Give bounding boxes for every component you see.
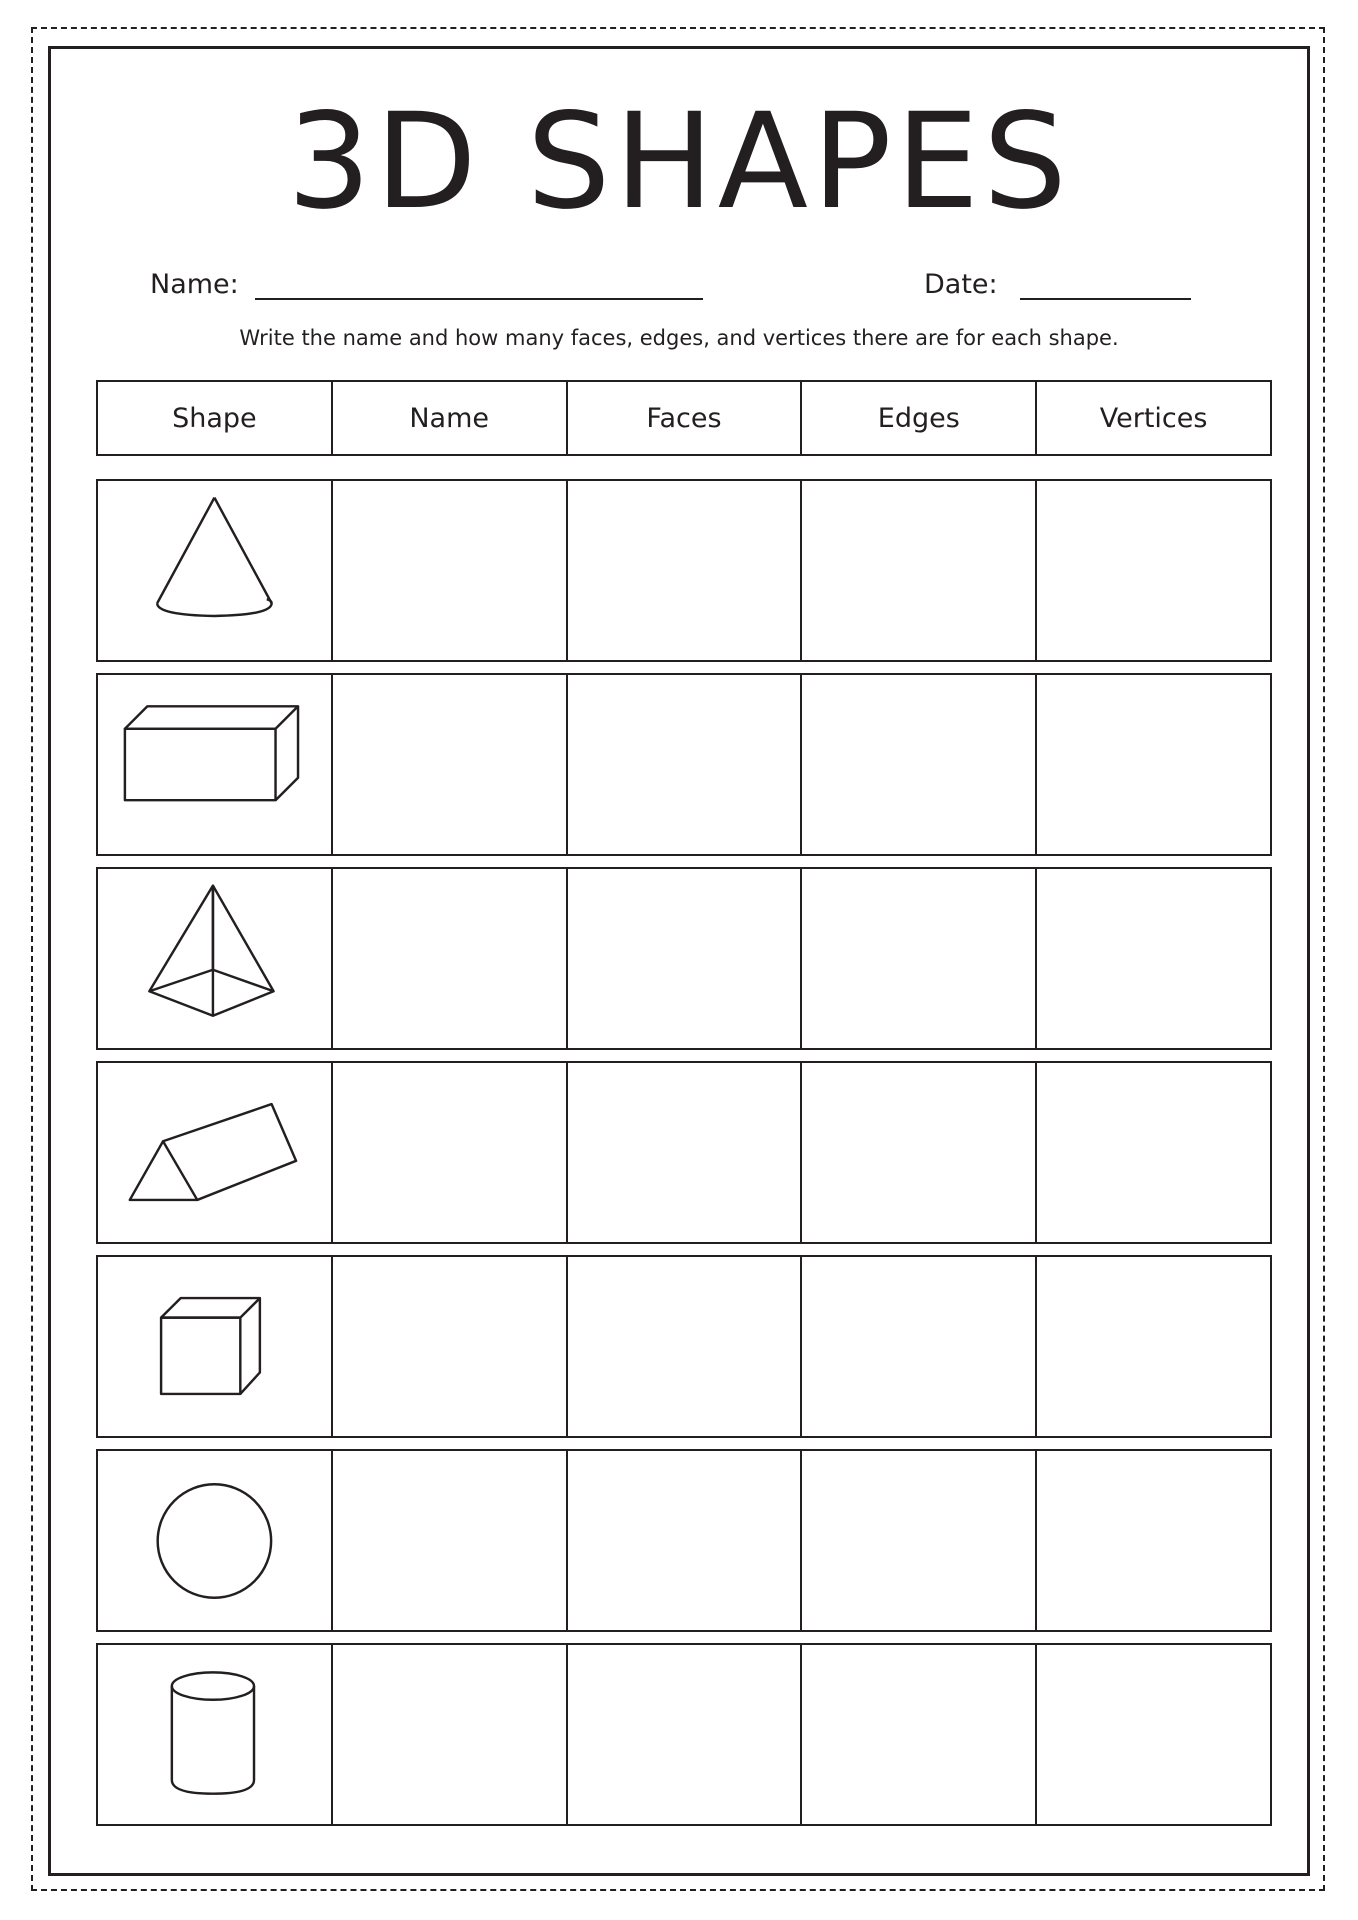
name-answer-cell[interactable] (333, 1257, 568, 1436)
shape-cell (98, 675, 333, 854)
header-vertices: Vertices (1099, 402, 1208, 434)
square-pyramid-icon (98, 869, 331, 1048)
shape-cell (98, 1451, 333, 1630)
faces-answer-cell[interactable] (568, 1645, 803, 1824)
vertices-answer-cell[interactable] (1037, 1257, 1270, 1436)
shape-cell (98, 1645, 333, 1824)
name-answer-cell[interactable] (333, 1063, 568, 1242)
date-label: Date: (924, 269, 998, 300)
name-label: Name: (150, 269, 239, 300)
vertices-answer-cell[interactable] (1037, 675, 1270, 854)
name-answer-cell[interactable] (333, 675, 568, 854)
date-line[interactable] (1020, 298, 1191, 300)
worksheet-title: 3D SHAPES (287, 85, 1071, 239)
table-row (96, 1449, 1272, 1632)
header-shape: Shape (98, 382, 333, 454)
shape-cell (98, 481, 333, 660)
sphere-icon (98, 1451, 331, 1630)
edges-answer-cell[interactable] (802, 481, 1037, 660)
table-row (96, 1061, 1272, 1244)
table-row (96, 479, 1272, 662)
faces-answer-cell[interactable] (568, 1063, 803, 1242)
faces-answer-cell[interactable] (568, 481, 803, 660)
cube-icon (98, 1257, 331, 1436)
vertices-answer-cell[interactable] (1037, 1451, 1270, 1630)
vertices-answer-cell[interactable] (1037, 1645, 1270, 1824)
edges-answer-cell[interactable] (802, 1063, 1037, 1242)
header-name: Name (333, 382, 568, 454)
faces-answer-cell[interactable] (568, 1451, 803, 1630)
table-header (96, 380, 1272, 456)
table-row (96, 1255, 1272, 1438)
name-answer-cell[interactable] (333, 481, 568, 660)
vertices-answer-cell[interactable] (1037, 481, 1270, 660)
edges-answer-cell[interactable] (802, 1257, 1037, 1436)
name-answer-cell[interactable] (333, 1451, 568, 1630)
header-faces: Faces (568, 382, 803, 454)
shape-cell (98, 869, 333, 1048)
vertices-answer-cell[interactable] (1037, 869, 1270, 1048)
edges-answer-cell[interactable] (802, 1645, 1037, 1824)
edges-answer-cell[interactable] (802, 869, 1037, 1048)
name-line[interactable] (255, 298, 703, 300)
instructions: Write the name and how many faces, edges, and vertices there are for each shape. (239, 326, 1119, 350)
edges-answer-cell[interactable] (802, 675, 1037, 854)
cone-icon (98, 481, 331, 660)
table-row (96, 1643, 1272, 1826)
faces-answer-cell[interactable] (568, 869, 803, 1048)
name-answer-cell[interactable] (333, 869, 568, 1048)
vertices-answer-cell[interactable] (1037, 1063, 1270, 1242)
cylinder-icon (98, 1645, 331, 1824)
faces-answer-cell[interactable] (568, 1257, 803, 1436)
faces-answer-cell[interactable] (568, 675, 803, 854)
edges-answer-cell[interactable] (802, 1451, 1037, 1630)
shape-cell (98, 1257, 333, 1436)
name-answer-cell[interactable] (333, 1645, 568, 1824)
table-row (96, 673, 1272, 856)
shape-cell (98, 1063, 333, 1242)
triangular-prism-icon (98, 1063, 331, 1242)
header-edges: Edges (802, 382, 1037, 454)
rectangular-prism-icon (98, 675, 331, 854)
table-row (96, 867, 1272, 1050)
